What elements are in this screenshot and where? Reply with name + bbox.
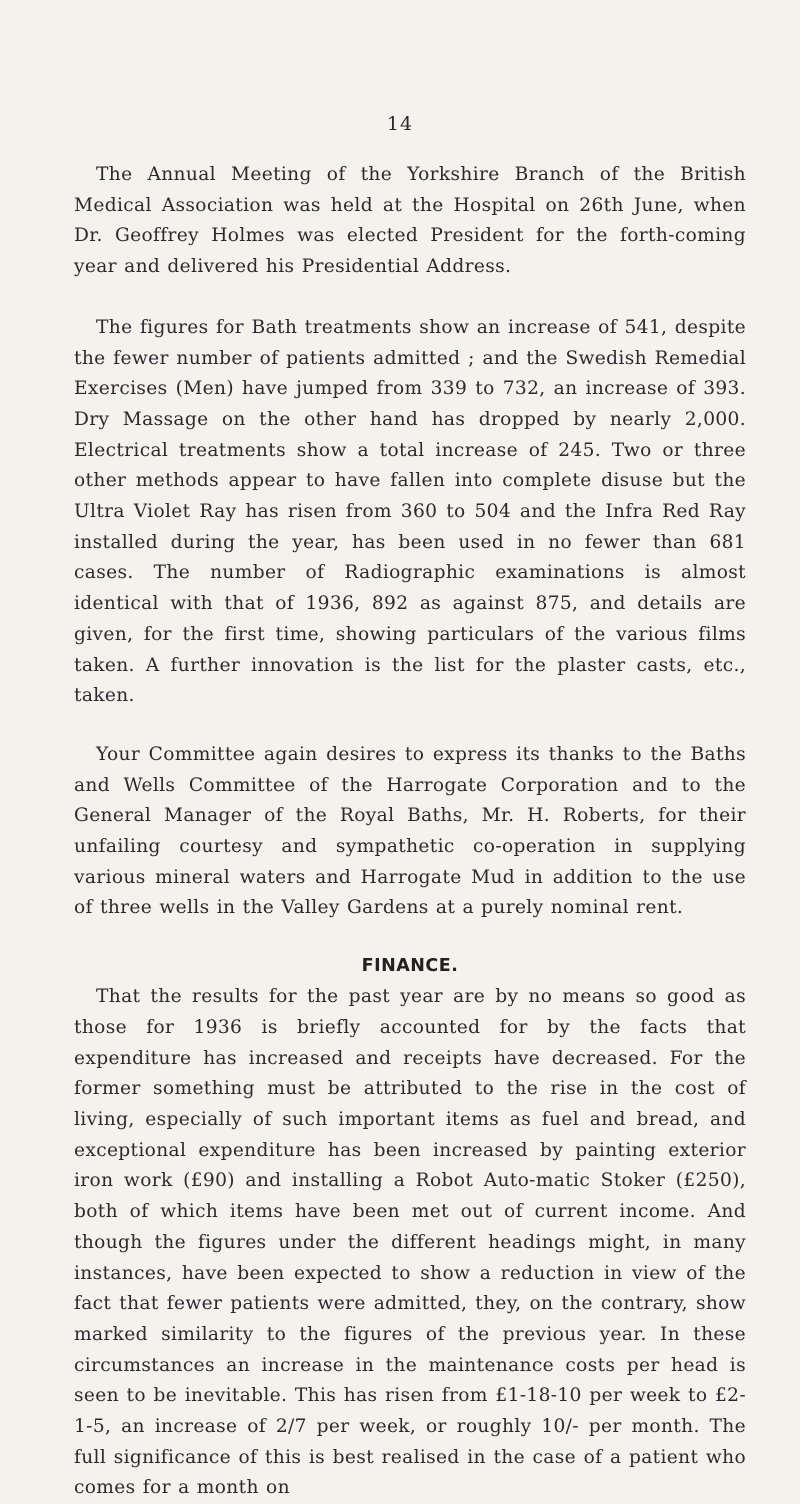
paragraph-treatment-figures: The figures for Bath treatments show an increase of 541, despite the fewer number of patients admitted ; and the Swedish Remedial Exercises (Men) have jumped from 339 to 732, an increase of 393. Dry Massage on the other hand has dropped by nearly 2,000. Electrical treatments show a total increase of 245. Two or three other methods appear to have fallen into complete disuse but the Ultra Violet Ray has risen from 360 to 504 and the Infra Red Ray installed during the year, has been used in no fewer than 681 cases. The number of Radiographic examinations is almost identical with that of 1936, 892 as against 875, and details are given, for the first time, showing particulars of the various films taken. A further innovation is the list for the plaster casts, etc., taken. (74, 316, 746, 707)
paragraph-annual-meeting: The Annual Meeting of the Yorkshire Branch of the British Medical Association was held at the Hospital on 26th June, when Dr. Geoffrey Holmes was elected President for the forth-coming year and delivered his Presidential Address. (74, 164, 746, 278)
paragraph-finance: That the results for the past year are by no means so good as those for 1936 is briefly accounted for by the facts that expenditure has increased and receipts have decreased. For the former something must be attributed to the rise in the cost of living, especially of such important items as fuel and bread, and exceptional expenditure has been increased by painting exterior iron work (£90) and installing a Robot Auto-matic Stoker (£250), both of which items have been met out of current income. And though the figures under the different headings might, in many instances, have been expected to show a reduction in view of the fact that fewer patients were admitted, they, on the contrary, show marked similarity to the figures of the previous year. In these circumstances an increase in the maintenance costs per head is seen to be inevitable. This has risen from £1-18-10 per week to £2-1-5, an increase of 2/7 per week, or roughly 10/- per month. The full significance of this is best realised in the case of a patient who comes for a month on (74, 986, 746, 1499)
finance-heading: FINANCE. (361, 956, 459, 977)
body-text (74, 160, 746, 1504)
paragraph-committee-thanks: Your Committee again desires to express its thanks to the Baths and Wells Committee of the Harrogate Corporation and to the General Manager of the Royal Baths, Mr. H. Roberts, for their unfailing courtesy and sympathetic co-operation in supplying various mineral waters and Harrogate Mud in addition to the use of three wells in the Valley Gardens at a purely nominal rent. (74, 743, 746, 919)
page-number: 14 (386, 113, 414, 135)
